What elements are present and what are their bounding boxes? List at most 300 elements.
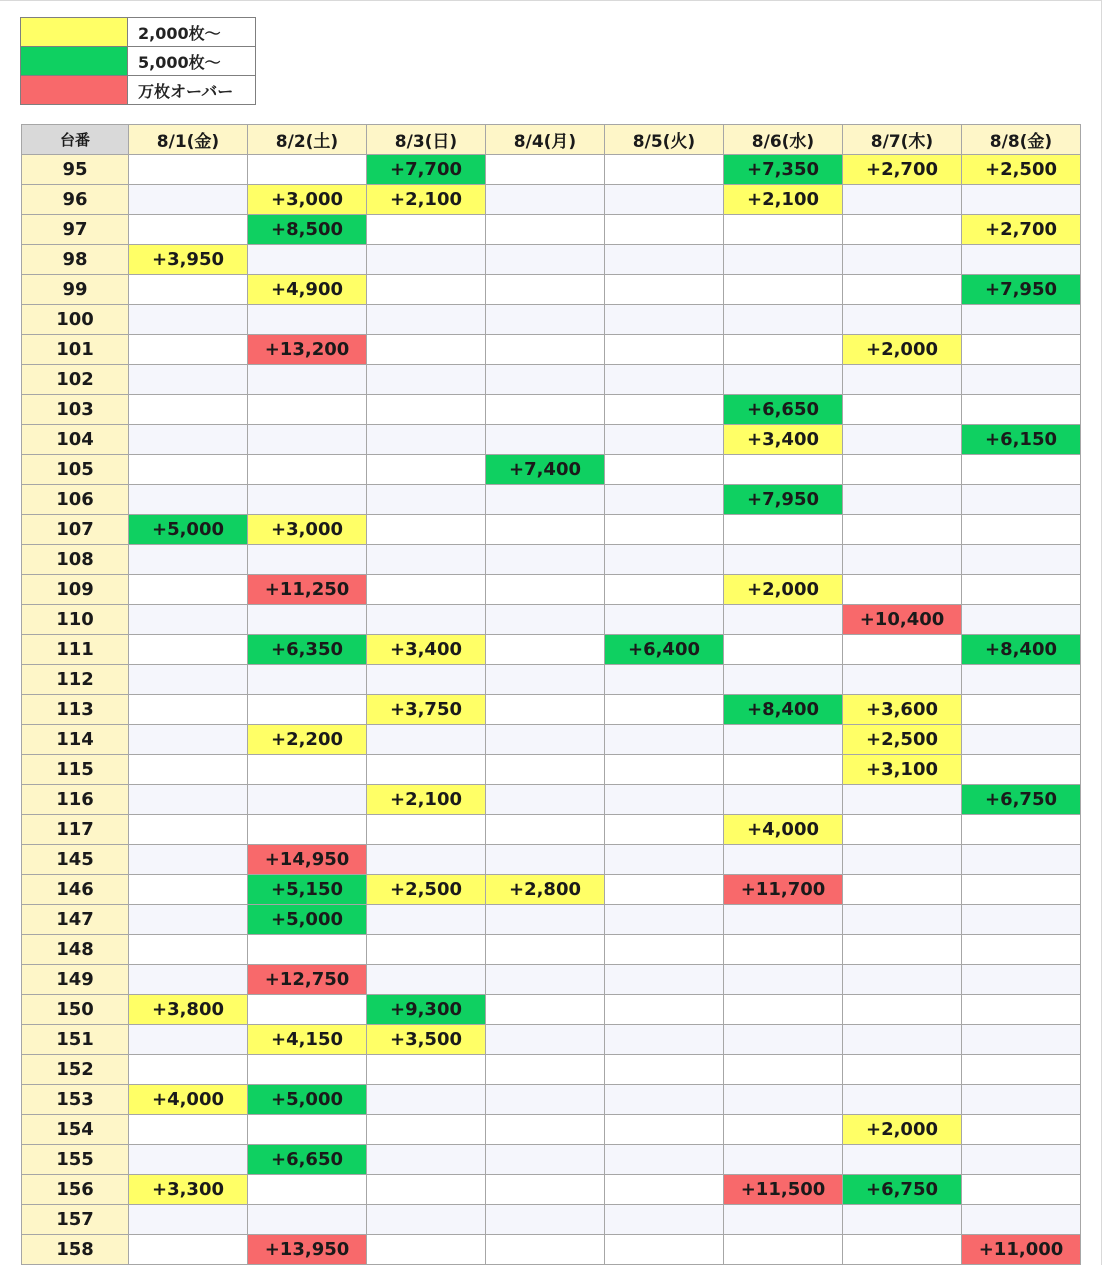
- result-cell: [367, 725, 486, 755]
- result-cell: [367, 515, 486, 545]
- result-cell: [843, 1205, 962, 1235]
- result-cell: [486, 635, 605, 665]
- color-legend: [20, 17, 256, 105]
- result-cell: [724, 455, 843, 485]
- result-cell: [248, 785, 367, 815]
- date-header: 8/7(木): [843, 125, 962, 155]
- result-cell: +2,000: [843, 335, 962, 365]
- result-cell: +4,150: [248, 1025, 367, 1055]
- result-cell: [962, 695, 1081, 725]
- date-header: 8/5(火): [605, 125, 724, 155]
- result-cell: [605, 905, 724, 935]
- result-cell: [486, 575, 605, 605]
- machine-number-cell: 111: [22, 635, 129, 665]
- date-header: 8/4(月): [486, 125, 605, 155]
- result-cell: [486, 1145, 605, 1175]
- machine-number-cell: 145: [22, 845, 129, 875]
- legend-swatch-yellow: [21, 18, 128, 47]
- result-cell: [962, 755, 1081, 785]
- result-cell: [843, 845, 962, 875]
- table-row: [22, 665, 1081, 695]
- result-cell: +14,950: [248, 845, 367, 875]
- header-row: [22, 125, 1081, 155]
- result-cell: +5,000: [129, 515, 248, 545]
- date-header: 8/2(土): [248, 125, 367, 155]
- machine-number-cell: 108: [22, 545, 129, 575]
- result-cell: [843, 665, 962, 695]
- result-cell: +7,700: [367, 155, 486, 185]
- result-cell: [724, 1055, 843, 1085]
- result-cell: [843, 1025, 962, 1055]
- result-cell: [962, 395, 1081, 425]
- result-cell: [367, 935, 486, 965]
- result-cell: [486, 395, 605, 425]
- result-cell: [248, 395, 367, 425]
- machine-number-cell: 104: [22, 425, 129, 455]
- table-row: [22, 395, 1081, 425]
- result-cell: [367, 215, 486, 245]
- machine-number-cell: 95: [22, 155, 129, 185]
- result-cell: [129, 335, 248, 365]
- result-cell: [367, 1115, 486, 1145]
- result-cell: [486, 515, 605, 545]
- result-cell: [367, 485, 486, 515]
- result-cell: [605, 965, 724, 995]
- table-row: [22, 1055, 1081, 1085]
- table-row: [22, 965, 1081, 995]
- result-cell: [367, 305, 486, 335]
- result-cell: [605, 485, 724, 515]
- result-cell: [724, 1145, 843, 1175]
- result-cell: [129, 275, 248, 305]
- result-cell: [486, 365, 605, 395]
- result-cell: [486, 425, 605, 455]
- result-cell: [605, 395, 724, 425]
- table-row: [22, 455, 1081, 485]
- result-cell: [843, 305, 962, 335]
- result-cell: [367, 845, 486, 875]
- result-cell: [605, 665, 724, 695]
- result-cell: [367, 1145, 486, 1175]
- result-cell: [843, 365, 962, 395]
- result-cell: [605, 995, 724, 1025]
- result-cell: [486, 965, 605, 995]
- result-cell: +3,600: [843, 695, 962, 725]
- result-cell: [962, 725, 1081, 755]
- result-cell: [129, 365, 248, 395]
- result-cell: [129, 1145, 248, 1175]
- legend-label-5000: 5,000枚～: [128, 47, 256, 76]
- result-cell: [724, 305, 843, 335]
- machine-number-cell: 151: [22, 1025, 129, 1055]
- result-cell: [962, 1175, 1081, 1205]
- result-cell: [962, 485, 1081, 515]
- result-cell: [605, 1025, 724, 1055]
- result-cell: [724, 725, 843, 755]
- result-cell: [248, 485, 367, 515]
- result-cell: [367, 1175, 486, 1205]
- result-cell: [843, 515, 962, 545]
- result-cell: [962, 335, 1081, 365]
- legend-row-5000: [21, 47, 256, 76]
- machine-number-cell: 155: [22, 1145, 129, 1175]
- result-cell: [248, 155, 367, 185]
- table-row: [22, 815, 1081, 845]
- result-cell: [486, 1055, 605, 1085]
- result-cell: +7,950: [962, 275, 1081, 305]
- table-row: [22, 245, 1081, 275]
- result-cell: [367, 1205, 486, 1235]
- result-cell: [248, 425, 367, 455]
- result-cell: [367, 575, 486, 605]
- result-cell: [724, 335, 843, 365]
- table-row: [22, 575, 1081, 605]
- result-cell: [843, 425, 962, 455]
- result-cell: +3,800: [129, 995, 248, 1025]
- result-cell: [486, 1115, 605, 1145]
- result-cell: [962, 185, 1081, 215]
- result-cell: +13,200: [248, 335, 367, 365]
- machine-number-cell: 100: [22, 305, 129, 335]
- result-cell: +3,100: [843, 755, 962, 785]
- result-cell: [248, 1115, 367, 1145]
- result-cell: [248, 1055, 367, 1085]
- result-cell: [843, 485, 962, 515]
- legend-row-10000: [21, 76, 256, 105]
- result-cell: [724, 605, 843, 635]
- result-cell: +4,000: [129, 1085, 248, 1115]
- legend-label-10000: 万枚オーバー: [128, 76, 256, 105]
- result-cell: +2,700: [843, 155, 962, 185]
- result-cell: [367, 605, 486, 635]
- result-cell: [129, 215, 248, 245]
- result-cell: [367, 1085, 486, 1115]
- result-cell: [129, 575, 248, 605]
- machine-number-cell: 116: [22, 785, 129, 815]
- machine-number-cell: 117: [22, 815, 129, 845]
- result-cell: [843, 575, 962, 605]
- result-cell: [486, 755, 605, 785]
- result-cell: [724, 1235, 843, 1265]
- result-cell: +6,350: [248, 635, 367, 665]
- machine-number-cell: 152: [22, 1055, 129, 1085]
- table-row: [22, 1205, 1081, 1235]
- top-border: [0, 0, 1102, 1]
- result-cell: +2,500: [367, 875, 486, 905]
- result-cell: [367, 965, 486, 995]
- result-cell: [367, 425, 486, 455]
- result-cell: +2,100: [724, 185, 843, 215]
- result-cell: [129, 725, 248, 755]
- result-cell: +6,650: [248, 1145, 367, 1175]
- result-cell: [248, 1175, 367, 1205]
- result-cell: [724, 785, 843, 815]
- result-cell: [486, 695, 605, 725]
- result-cell: [129, 455, 248, 485]
- result-cell: [486, 935, 605, 965]
- table-row: [22, 155, 1081, 185]
- result-cell: [486, 905, 605, 935]
- result-cell: [724, 755, 843, 785]
- result-cell: +6,150: [962, 425, 1081, 455]
- result-cell: [605, 245, 724, 275]
- result-cell: [486, 1025, 605, 1055]
- machine-number-cell: 156: [22, 1175, 129, 1205]
- machine-number-cell: 107: [22, 515, 129, 545]
- result-cell: [486, 1085, 605, 1115]
- table-row: [22, 1115, 1081, 1145]
- result-cell: +8,400: [724, 695, 843, 725]
- result-cell: [605, 875, 724, 905]
- machine-number-cell: 148: [22, 935, 129, 965]
- result-cell: [486, 545, 605, 575]
- result-cell: [724, 365, 843, 395]
- machine-number-cell: 105: [22, 455, 129, 485]
- result-cell: [962, 1085, 1081, 1115]
- result-cell: [486, 785, 605, 815]
- result-cell: [367, 665, 486, 695]
- result-cell: [367, 335, 486, 365]
- result-cell: [724, 1085, 843, 1115]
- result-cell: [129, 785, 248, 815]
- result-cell: [129, 1025, 248, 1055]
- result-cell: +2,200: [248, 725, 367, 755]
- result-cell: [248, 605, 367, 635]
- machine-number-cell: 149: [22, 965, 129, 995]
- machine-number-cell: 113: [22, 695, 129, 725]
- table-row: [22, 185, 1081, 215]
- table-row: [22, 215, 1081, 245]
- machine-number-cell: 147: [22, 905, 129, 935]
- table-row: [22, 605, 1081, 635]
- result-cell: [129, 815, 248, 845]
- result-cell: [724, 635, 843, 665]
- result-cell: [367, 395, 486, 425]
- result-cell: +11,250: [248, 575, 367, 605]
- result-cell: [605, 815, 724, 845]
- result-cell: [843, 185, 962, 215]
- result-cell: +6,650: [724, 395, 843, 425]
- machine-number-cell: 109: [22, 575, 129, 605]
- table-row: [22, 1145, 1081, 1175]
- result-cell: [605, 275, 724, 305]
- result-cell: [605, 515, 724, 545]
- result-cell: +2,700: [962, 215, 1081, 245]
- result-cell: [605, 185, 724, 215]
- result-cell: [962, 545, 1081, 575]
- machine-number-cell: 154: [22, 1115, 129, 1145]
- result-cell: +3,950: [129, 245, 248, 275]
- table-row: [22, 1085, 1081, 1115]
- result-cell: [129, 635, 248, 665]
- result-cell: [724, 995, 843, 1025]
- result-cell: [367, 815, 486, 845]
- date-header: 8/3(日): [367, 125, 486, 155]
- table-row: [22, 275, 1081, 305]
- result-cell: [962, 245, 1081, 275]
- result-cell: [486, 665, 605, 695]
- result-cell: [129, 425, 248, 455]
- result-cell: [486, 1235, 605, 1265]
- legend-label-2000: 2,000枚～: [128, 18, 256, 47]
- result-cell: [248, 815, 367, 845]
- result-cell: [605, 575, 724, 605]
- date-header: 8/8(金): [962, 125, 1081, 155]
- result-cell: +4,000: [724, 815, 843, 845]
- result-cell: +10,400: [843, 605, 962, 635]
- result-cell: +6,750: [843, 1175, 962, 1205]
- result-cell: [248, 995, 367, 1025]
- result-cell: +11,000: [962, 1235, 1081, 1265]
- result-cell: +2,500: [962, 155, 1081, 185]
- result-cell: [129, 965, 248, 995]
- result-cell: +3,000: [248, 185, 367, 215]
- result-cell: [486, 155, 605, 185]
- result-cell: [724, 845, 843, 875]
- result-cell: [248, 545, 367, 575]
- result-cell: [605, 335, 724, 365]
- result-cell: +3,400: [367, 635, 486, 665]
- result-cell: [129, 1205, 248, 1235]
- result-cell: [962, 1025, 1081, 1055]
- result-cell: +4,900: [248, 275, 367, 305]
- table-row: [22, 515, 1081, 545]
- result-cell: [248, 695, 367, 725]
- result-cell: [605, 1085, 724, 1115]
- result-cell: [962, 1115, 1081, 1145]
- result-cell: [129, 665, 248, 695]
- result-cell: [962, 815, 1081, 845]
- result-cell: [486, 305, 605, 335]
- result-cell: +3,300: [129, 1175, 248, 1205]
- machine-number-cell: 157: [22, 1205, 129, 1235]
- result-cell: [724, 215, 843, 245]
- machine-number-cell: 101: [22, 335, 129, 365]
- result-cell: [605, 1115, 724, 1145]
- result-cell: [843, 545, 962, 575]
- table-row: [22, 725, 1081, 755]
- result-cell: [962, 1145, 1081, 1175]
- result-cell: [724, 275, 843, 305]
- table-row: [22, 365, 1081, 395]
- table-row: [22, 425, 1081, 455]
- result-cell: [248, 935, 367, 965]
- result-cell: +8,500: [248, 215, 367, 245]
- result-cell: [605, 785, 724, 815]
- result-cell: [486, 485, 605, 515]
- result-cell: [843, 1055, 962, 1085]
- result-cell: +2,000: [843, 1115, 962, 1145]
- result-cell: [248, 755, 367, 785]
- result-cell: [129, 155, 248, 185]
- result-cell: [843, 1145, 962, 1175]
- table-row: [22, 485, 1081, 515]
- machine-number-cell: 98: [22, 245, 129, 275]
- result-cell: [605, 455, 724, 485]
- result-cell: +2,500: [843, 725, 962, 755]
- result-cell: [486, 335, 605, 365]
- legend-row-2000: [21, 18, 256, 47]
- result-cell: [605, 755, 724, 785]
- table-row: [22, 875, 1081, 905]
- date-header: 8/6(水): [724, 125, 843, 155]
- result-cell: [129, 905, 248, 935]
- table-row: [22, 1175, 1081, 1205]
- machine-number-cell: 150: [22, 995, 129, 1025]
- machine-number-cell: 96: [22, 185, 129, 215]
- result-cell: [367, 1055, 486, 1085]
- result-cell: [129, 1115, 248, 1145]
- result-cell: [605, 425, 724, 455]
- result-cell: [486, 275, 605, 305]
- result-cell: [486, 215, 605, 245]
- result-cell: [962, 1055, 1081, 1085]
- result-cell: [248, 305, 367, 335]
- machine-number-cell: 97: [22, 215, 129, 245]
- result-cell: [367, 275, 486, 305]
- table-row: [22, 635, 1081, 665]
- result-cell: [605, 605, 724, 635]
- table-row: [22, 995, 1081, 1025]
- result-cell: [129, 485, 248, 515]
- result-cell: [962, 305, 1081, 335]
- result-cell: [605, 215, 724, 245]
- machine-number-cell: 102: [22, 365, 129, 395]
- result-cell: +9,300: [367, 995, 486, 1025]
- result-cell: [843, 905, 962, 935]
- result-cell: [605, 1205, 724, 1235]
- result-cell: [843, 875, 962, 905]
- result-cell: [843, 1085, 962, 1115]
- result-cell: [367, 1235, 486, 1265]
- machine-number-cell: 146: [22, 875, 129, 905]
- table-row: [22, 785, 1081, 815]
- results-table: [21, 124, 1081, 1265]
- result-cell: [962, 935, 1081, 965]
- result-cell: [843, 215, 962, 245]
- result-cell: [843, 1235, 962, 1265]
- result-cell: [129, 395, 248, 425]
- machine-number-cell: 112: [22, 665, 129, 695]
- table-row: [22, 1235, 1081, 1265]
- machine-number-cell: 153: [22, 1085, 129, 1115]
- result-cell: [605, 1235, 724, 1265]
- result-cell: [367, 245, 486, 275]
- table-row: [22, 755, 1081, 785]
- result-cell: [962, 905, 1081, 935]
- legend-swatch-green: [21, 47, 128, 76]
- result-cell: [367, 905, 486, 935]
- result-cell: +12,750: [248, 965, 367, 995]
- result-cell: [605, 305, 724, 335]
- table-row: [22, 935, 1081, 965]
- result-cell: [605, 935, 724, 965]
- result-cell: +13,950: [248, 1235, 367, 1265]
- result-cell: [129, 845, 248, 875]
- result-cell: [486, 815, 605, 845]
- result-cell: [129, 185, 248, 215]
- result-cell: [248, 1205, 367, 1235]
- result-cell: [605, 1145, 724, 1175]
- result-cell: [605, 365, 724, 395]
- result-cell: [248, 665, 367, 695]
- table-row: [22, 305, 1081, 335]
- result-cell: +3,750: [367, 695, 486, 725]
- table-row: [22, 335, 1081, 365]
- result-cell: [486, 185, 605, 215]
- result-cell: +11,700: [724, 875, 843, 905]
- result-cell: [486, 605, 605, 635]
